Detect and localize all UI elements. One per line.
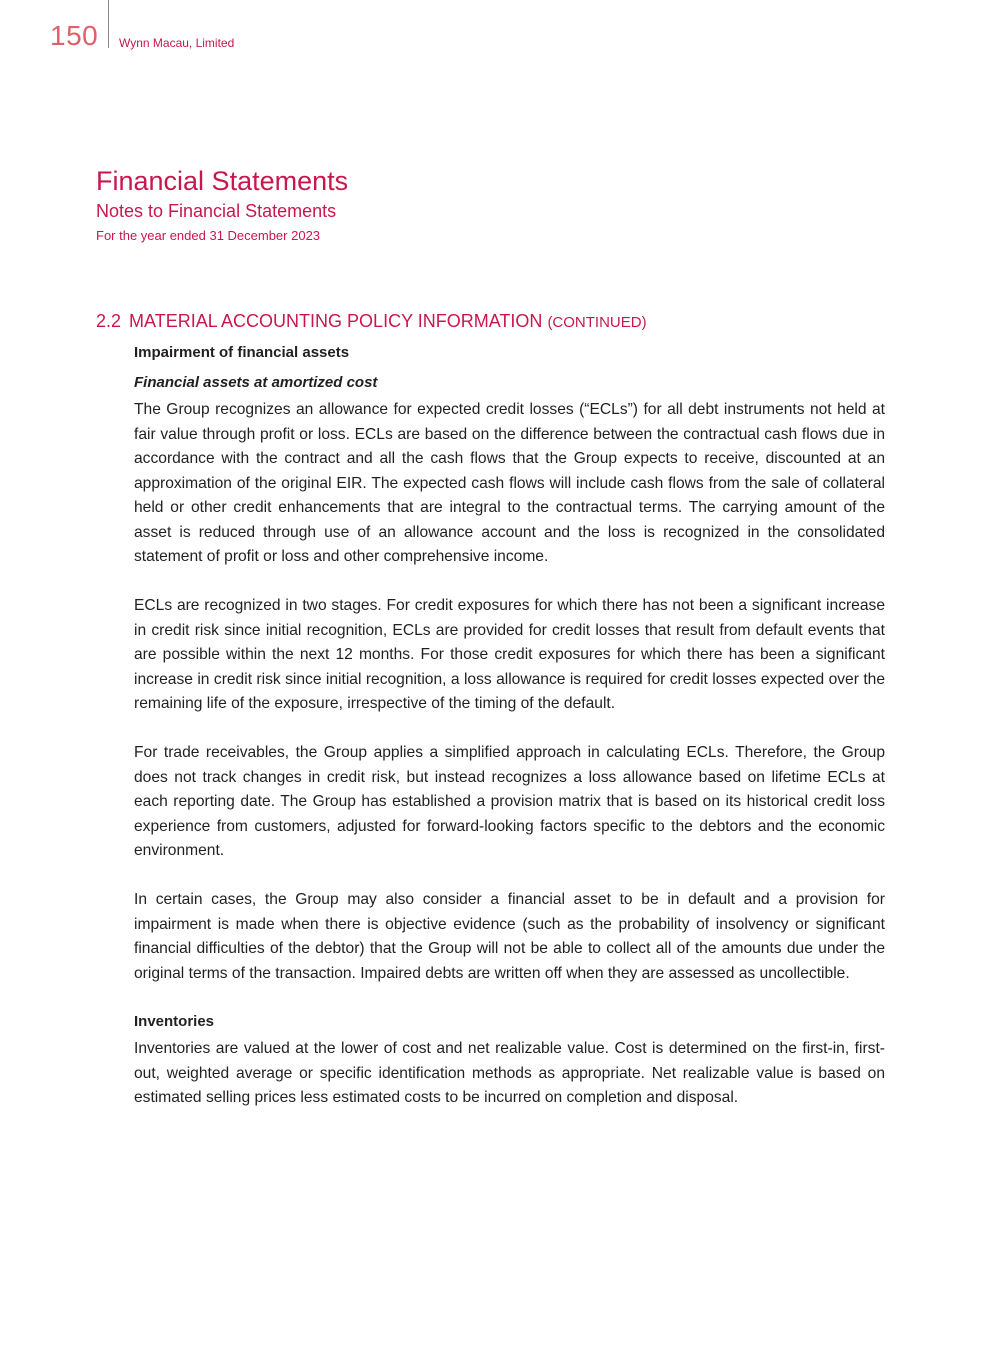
document-subtitle: Notes to Financial Statements	[96, 201, 337, 221]
section-number: 2.2	[96, 311, 122, 331]
inventories-heading: Inventories	[134, 1013, 215, 1030]
section-body	[134, 341, 885, 1111]
section-continued-label: (CONTINUED)	[547, 314, 647, 331]
company-name: Wynn Macau, Limited	[119, 36, 235, 50]
impairment-paragraph: The Group recognizes an allowance for expected credit losses (“ECLs”) for all debt instruments not held at fair value through profit or loss. ECLs are based on the difference between the contractual cash flows due in accordance with the contract and all the cash flows that the Group expects to receive, discounted at an approximation of the original EIR. The expected cash flows will include cash flows from the sale of collateral held or other credit enhancements that are integral to the contractual terms. The carrying amount of the asset is reduced through use of an allowance account and the loss is recognized in the consolidated statement of profit or loss and other comprehensive income.	[134, 401, 885, 565]
impairment-paragraph: ECLs are recognized in two stages. For credit exposures for which there has not been a significant increase in credit risk since initial recognition, ECLs are provided for credit losses that result from default events that are possible within the next 12 months. For those credit exposures for which there has been a significant increase in credit risk since initial recognition, a loss allowance is required for credit losses expected over the remaining life of the exposure, irrespective of the timing of the default.	[134, 597, 885, 712]
amortized-cost-subheading: Financial assets at amortized cost	[134, 374, 378, 391]
section-title: MATERIAL ACCOUNTING POLICY INFORMATION	[129, 311, 543, 331]
header-divider	[108, 0, 109, 48]
document-title: Financial Statements	[96, 166, 349, 196]
section-heading	[96, 311, 647, 332]
impairment-heading: Impairment of financial assets	[134, 344, 350, 361]
impairment-paragraph: For trade receivables, the Group applies a simplified approach in calculating ECLs. Therefore, the Group does not track changes in credit risk, but instead recognizes a loss allowance based on lifetime ECLs at each reporting date. The Group has established a provision matrix that is based on its historical credit loss experience from customers, adjusted for forward-looking factors specific to the debtors and the economic environment.	[134, 744, 885, 859]
reporting-period: For the year ended 31 December 2023	[96, 228, 321, 243]
impairment-paragraph: In certain cases, the Group may also consider a financial asset to be in default and a provision for impairment is made when there is objective evidence (such as the probability of insolvency or significant financial difficulties of the debtor) that the Group will not be able to collect all of the amounts due under the original terms of the transaction. Impaired debts are written off when they are assessed as uncollectible.	[134, 891, 885, 982]
page-number: 150	[50, 20, 99, 51]
inventories-paragraph: Inventories are valued at the lower of cost and net realizable value. Cost is determined on the first-in, first-out, weighted average or specific identification methods as appropriate. Net realizable value is based on estimated selling prices less estimated costs to be incurred on completion and disposal.	[134, 1040, 885, 1106]
